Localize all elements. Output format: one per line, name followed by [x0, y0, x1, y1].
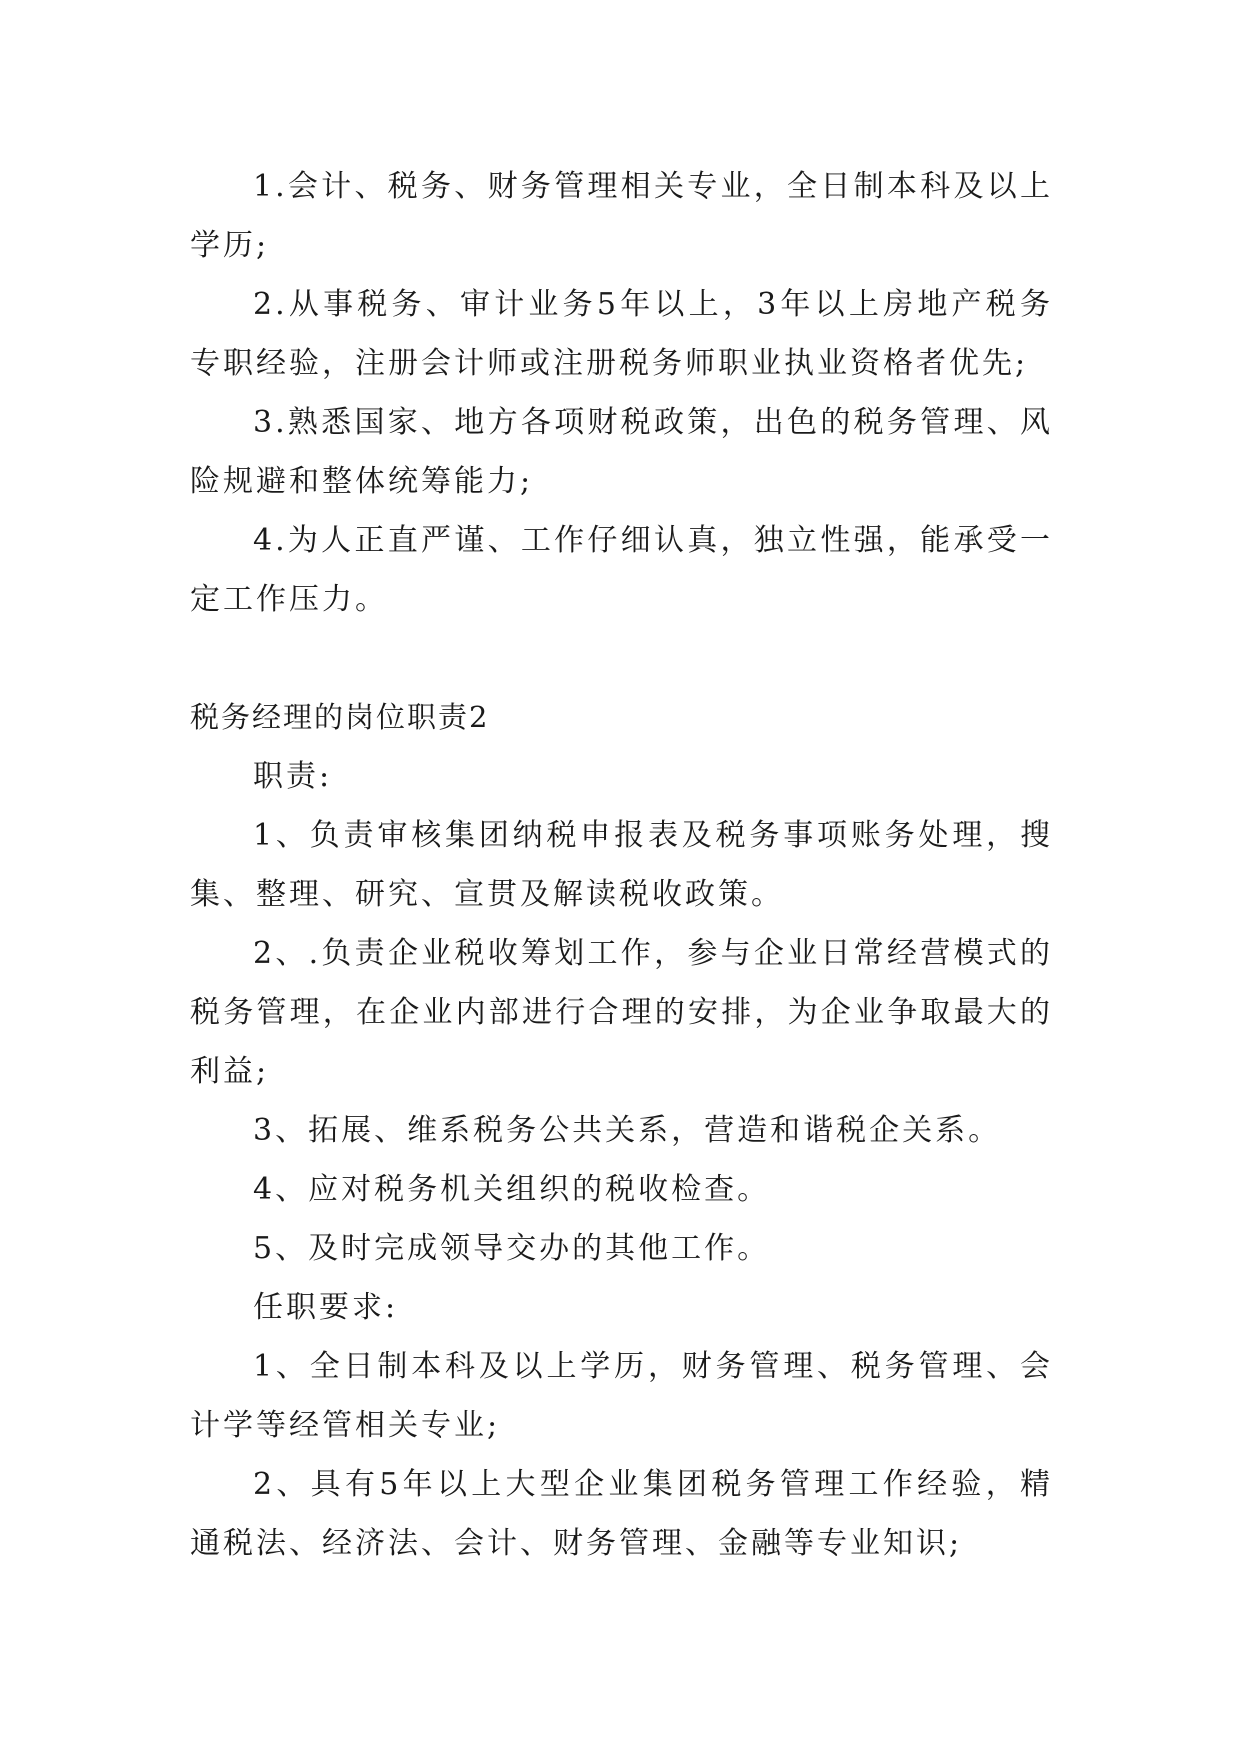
requirement-item-1: 1.会计、税务、财务管理相关专业，全日制本科及以上学历;: [190, 169, 1053, 263]
section-title: 税务经理的岗位职责2: [190, 700, 490, 734]
requirement-item-4: 4.为人正直严谨、工作仔细认真，独立性强，能承受一定工作压力。: [190, 523, 1053, 617]
qualification-item-2: 2、具有5年以上大型企业集团税务管理工作经验，精通税法、经济法、会计、财务管理、金融等专业知识;: [190, 1467, 1053, 1561]
duties-label: 职责:: [253, 759, 333, 794]
duty-item-4: 4、应对税务机关组织的税收检查。: [253, 1172, 771, 1207]
requirement-item-2: 2.从事税务、审计业务5年以上，3年以上房地产税务专职经验，注册会计师或注册税务师职业执业资格者优先;: [190, 287, 1053, 381]
section-spacer: [190, 629, 1053, 688]
qualification-item-1: 1、全日制本科及以上学历，财务管理、税务管理、会计学等经管相关专业;: [190, 1349, 1053, 1443]
document-body: [190, 157, 1053, 1573]
duty-item-3: 3、拓展、维系税务公共关系，营造和谐税企关系。: [253, 1113, 1002, 1148]
duty-item-2: 2、.负责企业税收筹划工作，参与企业日常经营模式的税务管理，在企业内部进行合理的安排，为企业争取最大的利益;: [190, 936, 1053, 1089]
duty-item-5: 5、及时完成领导交办的其他工作。: [253, 1231, 771, 1266]
requirement-item-3: 3.熟悉国家、地方各项财税政策，出色的税务管理、风险规避和整体统筹能力;: [190, 405, 1053, 499]
duty-item-1: 1、负责审核集团纳税申报表及税务事项账务处理，搜集、整理、研究、宣贯及解读税收政策。: [190, 818, 1053, 912]
requirements-label: 任职要求:: [253, 1290, 399, 1325]
